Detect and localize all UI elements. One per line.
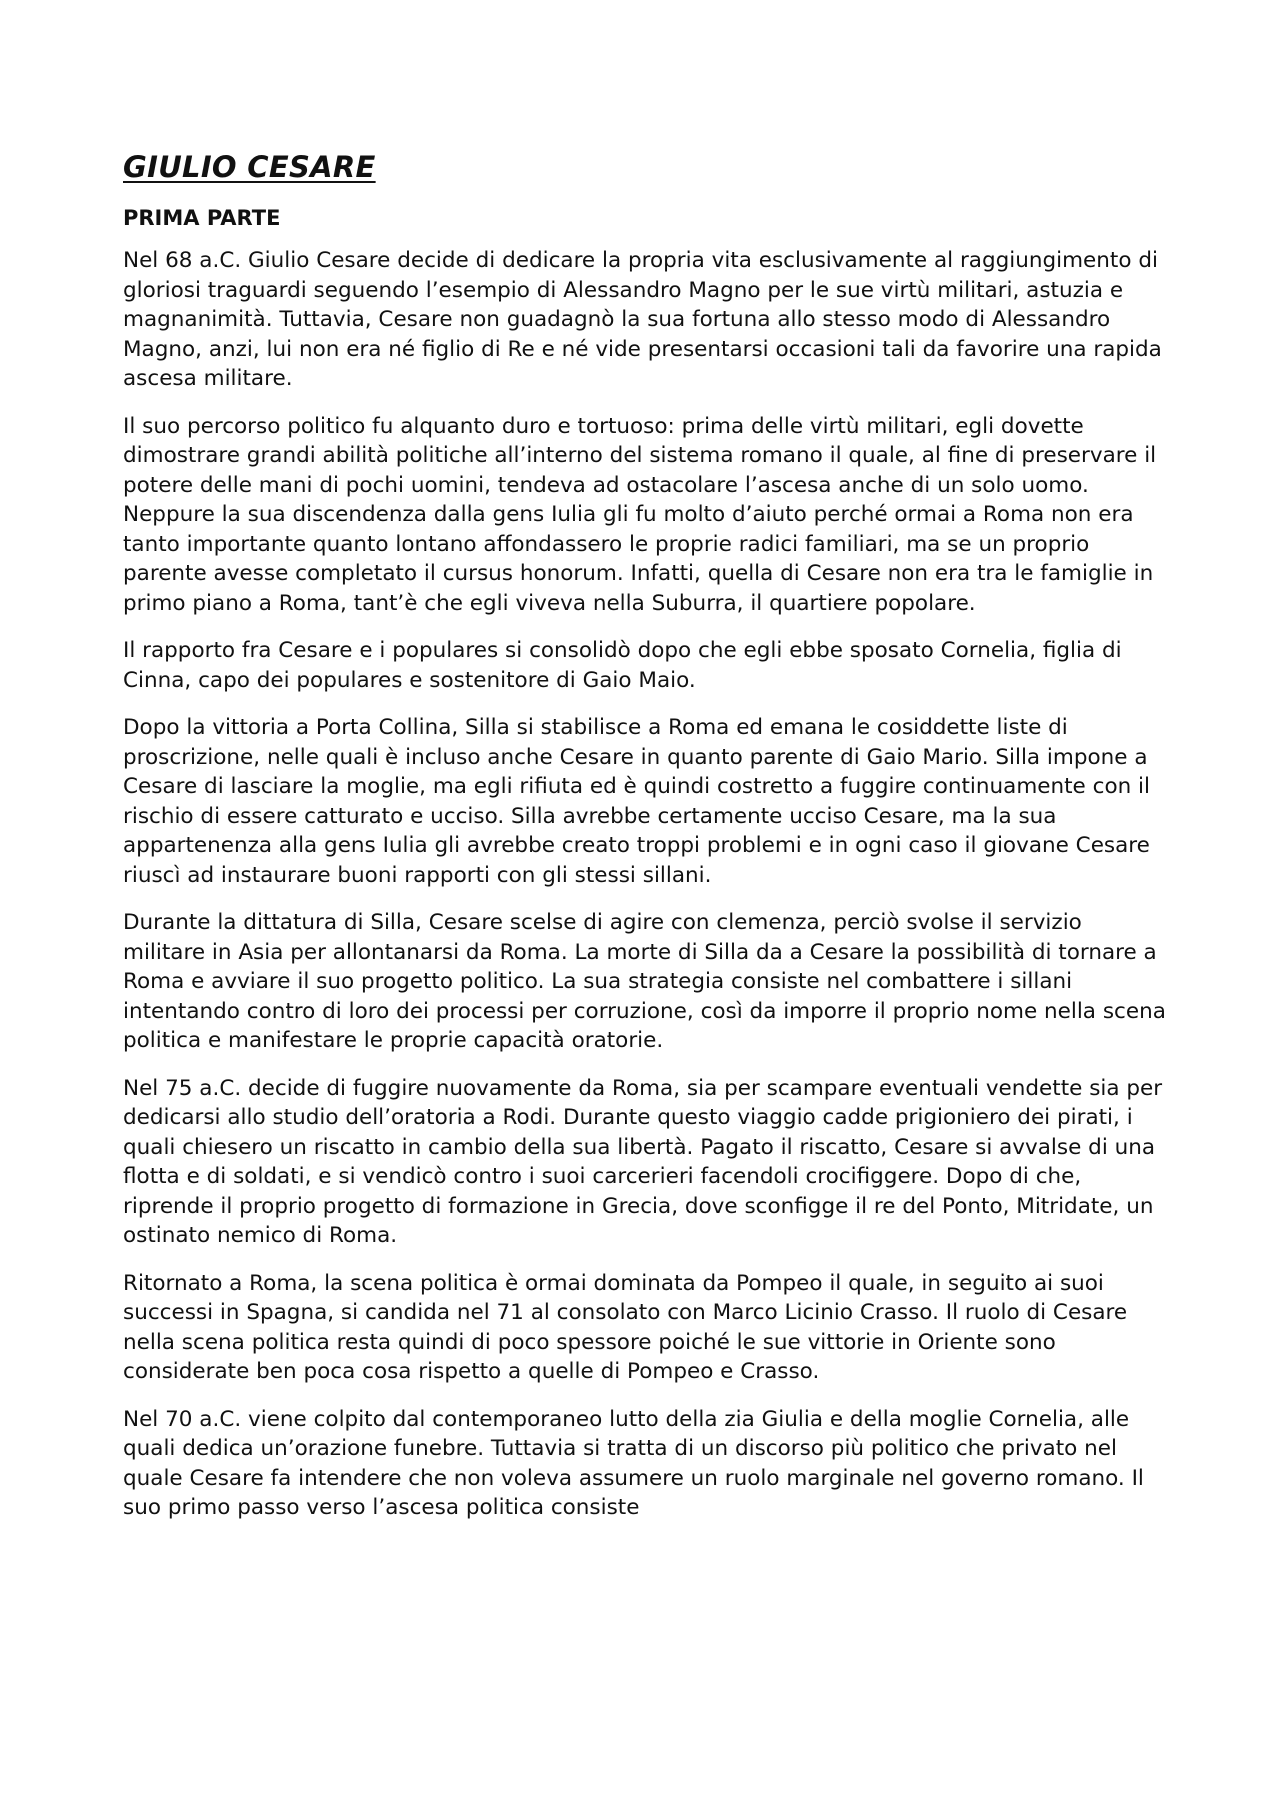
paragraph-6: Nel 75 a.C. decide di fuggire nuovamente da Roma, sia per scampare eventuali vendette sia per dedicarsi allo studio dell’oratoria a Rodi. Durante questo viaggio cadde prigioniero dei pirati, i quali chiesero un riscatto in cambio della sua libertà. Pagato il riscatto, Cesare si avvalse di una flotta e di soldati, e si vendicò contro i suoi carcerieri facendoli crocifiggere. Dopo di che, riprende il proprio progetto di formazione in Grecia, dove sconfigge il re del Ponto, Mitridate, un ostinato nemico di Roma. — [123, 1075, 1163, 1249]
document-title: GIULIO CESARE — [123, 150, 376, 184]
paragraph-5: Durante la dittatura di Silla, Cesare scelse di agire con clemenza, perciò svolse il servizio militare in Asia per allontanarsi da Roma. La morte di Silla da a Cesare la possibilità di tornare a Roma e avviare il suo progetto politico. La sua strategia consiste nel combattere i sillani intentando contro di loro dei processi per corruzione, così da imporre il proprio nome nella scena politica e manifestare le proprie capacità oratorie. — [123, 910, 1166, 1054]
paragraph-3: Il rapporto fra Cesare e i populares si consolidò dopo che egli ebbe sposato Cornelia, figlia di Cinna, capo dei populares e sostenitore di Gaio Maio. — [123, 638, 1122, 693]
paragraph-1: Nel 68 a.C. Giulio Cesare decide di dedicare la propria vita esclusivamente al raggiungimento di gloriosi traguardi seguendo l’esempio di Alessandro Magno per le sue virtù militari, astuzia e magnanimità. Tuttavia, Cesare non guadagnò la sua fortuna allo stesso modo di Alessandro Magno, anzi, lui non era né figlio di Re e né vide presentarsi occasioni tali da favorire una rapida ascesa militare. — [123, 248, 1162, 392]
paragraph-4: Dopo la vittoria a Porta Collina, Silla si stabilisce a Roma ed emana le cosiddette liste di proscrizione, nelle quali è incluso anche Cesare in quanto parente di Gaio Mario. Silla impone a Cesare di lasciare la moglie, ma egli rifiuta ed è quindi costretto a fuggire continuamente con il rischio di essere catturato e ucciso. Silla avrebbe certamente ucciso Cesare, ma la sua appartenenza alla gens Iulia gli avrebbe creato troppi problemi e in ogni caso il giovane Cesare riuscì ad instaurare buoni rapporti con gli stessi sillani. — [123, 715, 1151, 888]
section-heading: PRIMA PARTE — [123, 205, 281, 230]
paragraph-8: Nel 70 a.C. viene colpito dal contemporaneo lutto della zia Giulia e della moglie Cornelia, alle quali dedica un’orazione funebre. Tuttavia si tratta di un discorso più politico che privato nel quale Cesare fa intendere che non voleva assumere un ruolo marginale nel governo romano. Il suo primo passo verso l’ascesa politica consiste — [123, 1406, 1144, 1521]
document-body — [123, 150, 1168, 1541]
paragraph-7: Ritornato a Roma, la scena politica è ormai dominata da Pompeo il quale, in seguito ai suoi successi in Spagna, si candida nel 71 al consolato con Marco Licinio Crasso. Il ruolo di Cesare nella scena politica resta quindi di poco spessore poiché le sue vittorie in Oriente sono considerate ben poca cosa rispetto a quelle di Pompeo e Crasso. — [123, 1270, 1128, 1385]
paragraph-2: Il suo percorso politico fu alquanto duro e tortuoso: prima delle virtù militari, egli dovette dimostrare grandi abilità politiche all’interno del sistema romano il quale, al fine di preservare il potere delle mani di pochi uomini, tendeva ad ostacolare l’ascesa anche di un solo uomo. Neppure la sua discendenza dalla gens Iulia gli fu molto d’aiuto perché ormai a Roma non era tanto importante quanto lontano affondassero le proprie radici familiari, ma se un proprio parente avesse completato il cursus honorum. Infatti, quella di Cesare non era tra le famiglie in primo piano a Roma, tant’è che egli viveva nella Suburra, il quartiere popolare. — [123, 413, 1157, 616]
